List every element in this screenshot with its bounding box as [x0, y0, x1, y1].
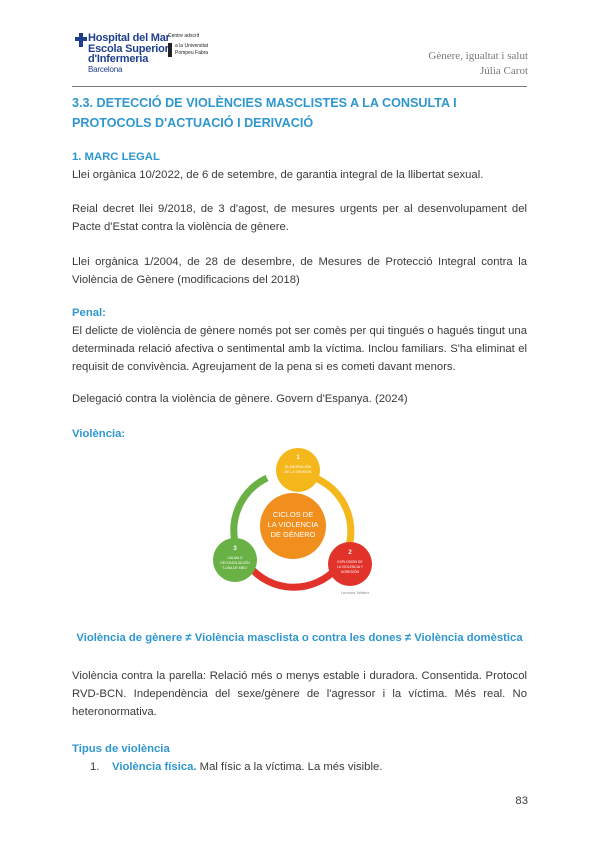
center-line-3: DE GÉNERO	[270, 530, 316, 539]
list-item-label: Violència física.	[111, 761, 197, 773]
violence-cycle-diagram	[205, 446, 380, 601]
step2-line-1: EXPLOSIÓN DE	[337, 560, 363, 564]
step3-line-2: RECONCILIACIÓN	[220, 561, 250, 565]
header-divider	[72, 86, 527, 87]
penal-heading	[72, 304, 527, 322]
step3-circle	[213, 538, 257, 582]
step3-number: 3	[233, 546, 237, 552]
center-line-2: LA VIOLENCIA	[267, 520, 319, 529]
tipus-heading	[72, 740, 527, 758]
law-3: Llei orgànica 1/2004, de 28 de desembre, de Mesures de Protecció Integral contra la Violència de Gènere (modificacions del 2018)	[72, 256, 527, 286]
marc-legal-block	[72, 148, 527, 184]
upf-line-1: Centre adscrit	[168, 33, 200, 39]
logo-line-3: d'Infermeria	[88, 53, 149, 65]
violencia-heading	[72, 425, 527, 443]
list-item	[90, 758, 382, 776]
law-1: Llei orgànica 10/2022, de 6 de setembre, de garantia integral de la llibertat sexual.	[72, 169, 484, 181]
author-name: Júlia Carot	[480, 65, 528, 77]
violencia-heading-text: Violència:	[72, 428, 126, 440]
page-number: 83	[515, 795, 528, 807]
list-item-number: 1.	[90, 761, 100, 773]
step1-line-1: ELABORACIÓN	[285, 465, 311, 469]
logo-city: Barcelona	[88, 64, 123, 74]
course-title: Gènere, igualtat i salut	[428, 50, 528, 62]
step1-line-2: DE LA TENSIÓN	[284, 470, 312, 474]
equivalence-statement: Violència de gènere ≠ Violència masclista o contra les dones ≠ Violència domèstica	[76, 632, 523, 644]
step2-line-3: AGRESIÓN	[341, 570, 359, 574]
tipus-heading-text: Tipus de violència	[72, 743, 170, 755]
section-title: 3.3. DETECCIÓ DE VIOLÈNCIES MASCLISTES A LA CONSULTA I PROTOCOLS D'ACTUACIÓ I DERIVACIÓ	[72, 96, 457, 130]
list-item-text: Mal físic a la víctima. La més visible.	[196, 761, 383, 773]
logo-line-2: Escola Superior	[88, 42, 169, 55]
step3-line-3: "LUNA DE MIEL"	[222, 566, 248, 570]
arc-red	[249, 566, 337, 587]
upf-line-3: Pompeu Fabra	[168, 50, 220, 57]
hospital-logo	[88, 33, 170, 75]
step1-number: 1	[296, 455, 300, 461]
step2-line-2: LA VIOLENCIA Y	[337, 565, 363, 569]
law-2: Reial decret llei 9/2018, de 3 d'agost, de mesures urgents per al desenvolupament del Pacte d'Estat contra la violència de gènere.	[72, 203, 527, 233]
center-line-1: CICLOS DE	[272, 510, 314, 519]
penal-heading-text: Penal:	[72, 307, 106, 319]
hospital-cross-icon	[75, 33, 87, 47]
penal-text: El delicte de violència de gènere només pot ser comès per qui tingués o hagués tingut una determinada relació afectiva o sentimental amb la víctima. Inclou familiars. S'ha eliminat el requisit de convivència. Agreujament de la pena si es cometi davant menors.	[72, 325, 527, 373]
logo-line-1: Hospital del Mar	[88, 32, 170, 44]
step2-number: 2	[348, 550, 352, 556]
diagram-author: Leonore Walker	[340, 590, 370, 595]
penal-source: Delegació contra la violència de gènere. Govern d'Espanya. (2024)	[72, 393, 408, 405]
upf-logo	[168, 33, 220, 61]
step2-circle	[328, 542, 372, 586]
header-info	[428, 49, 528, 79]
step3-line-1: CALMA O	[227, 556, 243, 560]
marc-legal-heading: 1. MARC LEGAL	[72, 151, 160, 163]
parella-text: Violència contra la parella: Relació més o menys estable i duradora. Consentida. Protocol RVD-BCN. Independència del sexe/gènere de l'agressor i la víctima. Més real. No heteronormativa.	[72, 670, 527, 718]
upf-line-2: a la Universitat	[168, 43, 220, 50]
